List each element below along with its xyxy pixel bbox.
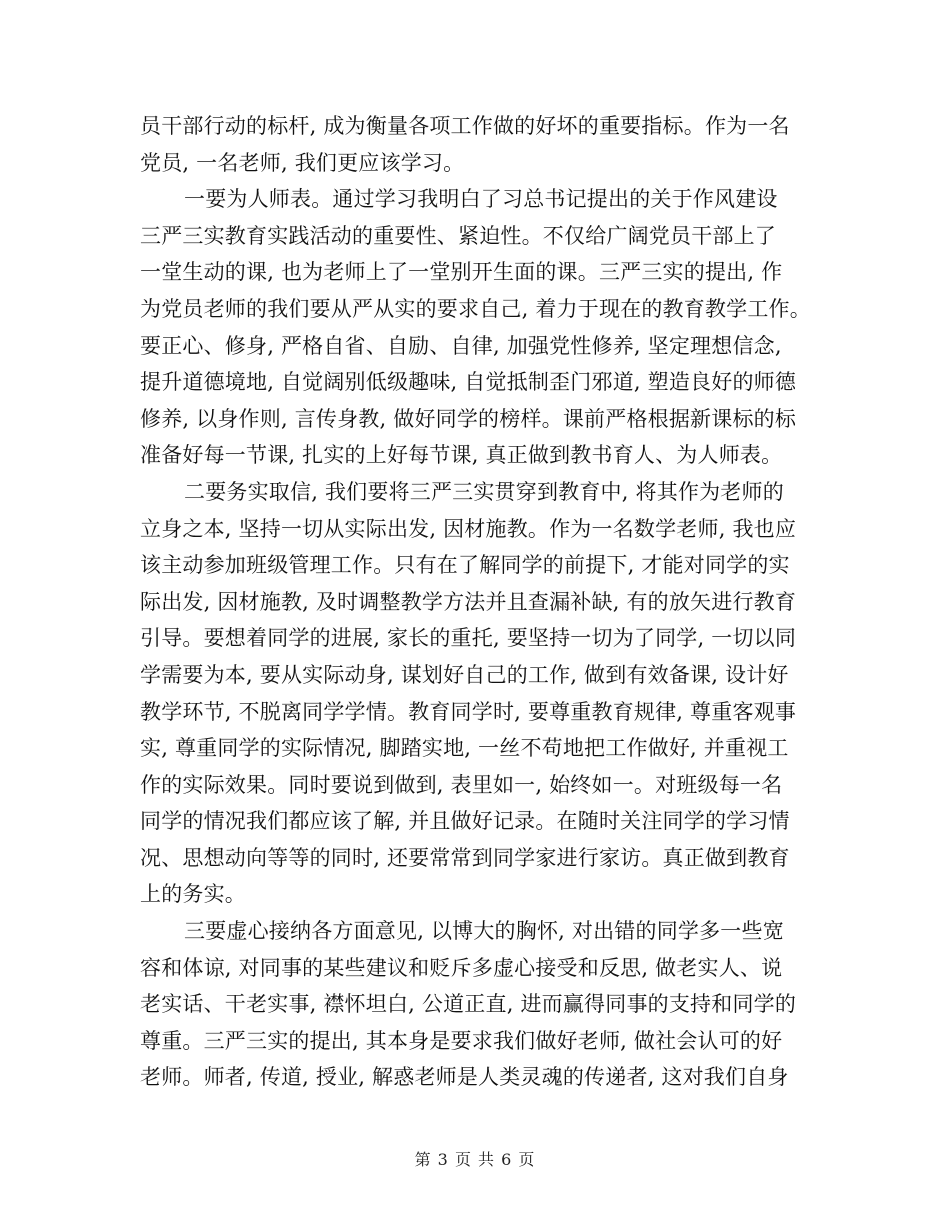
text-line: 作的实际效果。同时要说到做到, 表里如一, 始终如一。对班级每一名 bbox=[140, 772, 783, 797]
text-line: 尊重。三严三实的提出, 其本身是要求我们做好老师, 做社会认可的好 bbox=[140, 1028, 783, 1053]
text-line: 提升道德境地, 自觉阔别低级趣味, 自觉抵制歪门邪道, 塑造良好的师德 bbox=[140, 370, 797, 395]
text-line: 实, 尊重同学的实际情况, 脚踏实地, 一丝不苟地把工作做好, 并重视工 bbox=[140, 736, 789, 761]
text-line: 三严三实教育实践活动的重要性、紧迫性。不仅给广阔党员干部上了 bbox=[140, 223, 776, 248]
text-line: 学需要为本, 要从实际动身, 谋划好自己的工作, 做到有效备课, 设计好 bbox=[140, 662, 789, 687]
text-line: 老实话、干老实事, 襟怀坦白, 公道正直, 进而赢得同事的支持和同学的 bbox=[140, 992, 797, 1017]
text-line: 修养, 以身作则, 言传身教, 做好同学的榜样。课前严格根据新课标的标 bbox=[140, 406, 797, 431]
text-line: 为党员老师的我们要从严从实的要求自己, 着力于现在的教育教学工作。 bbox=[140, 296, 811, 321]
document-body bbox=[140, 108, 820, 1096]
paragraph-first-line: 三要虚心接纳各方面意见, 以博大的胸怀, 对出错的同学多一些宽 bbox=[184, 919, 784, 944]
text-line: 党员, 一名老师, 我们更应该学习。 bbox=[140, 150, 465, 175]
text-line: 老师。师者, 传道, 授业, 解惑老师是人类灵魂的传递者, 这对我们自身 bbox=[140, 1065, 789, 1090]
text-line: 教学环节, 不脱离同学学情。教育同学时, 要尊重教育规律, 尊重客观事 bbox=[140, 699, 797, 724]
paragraph-first-line: 二要务实取信, 我们要将三严三实贯穿到教育中, 将其作为老师的 bbox=[184, 479, 784, 504]
text-line: 同学的情况我们都应该了解, 并且做好记录。在随时关注同学的学习情 bbox=[140, 809, 790, 834]
text-line: 员干部行动的标杆, 成为衡量各项工作做的好坏的重要指标。作为一名 bbox=[140, 114, 790, 138]
text-line: 引导。要想着同学的进展, 家长的重托, 要坚持一切为了同学, 一切以同 bbox=[140, 626, 797, 651]
page-number-footer: 第 3 页 共 6 页 bbox=[414, 1150, 536, 1169]
text-line: 该主动参加班级管理工作。只有在了解同学的前提下, 才能对同学的实 bbox=[140, 553, 790, 578]
text-line: 容和体谅, 对同事的某些建议和贬斥多虚心接受和反思, 做老实人、说 bbox=[140, 955, 783, 980]
text-line: 要正心、修身, 严格自省、自励、自律, 加强党性修养, 坚定理想信念, bbox=[140, 333, 782, 358]
text-line: 上的务实。 bbox=[140, 882, 246, 907]
text-line: 际出发, 因材施教, 及时调整教学方法并且查漏补缺, 有的放矢进行教育 bbox=[140, 589, 797, 614]
text-line: 一堂生动的课, 也为老师上了一堂别开生面的课。三严三实的提出, 作 bbox=[140, 260, 783, 285]
text-line: 况、思想动向等等的同时, 还要常常到同学家进行家访。真正做到教育 bbox=[140, 845, 790, 870]
text-line: 立身之本, 坚持一切从实际出发, 因材施教。作为一名数学老师, 我也应 bbox=[140, 516, 797, 541]
text-line: 准备好每一节课, 扎实的上好每节课, 真正做到教书育人、为人师表。 bbox=[140, 443, 783, 468]
paragraph-first-line: 一要为人师表。通过学习我明白了习总书记提出的关于作风建设 bbox=[184, 187, 778, 212]
